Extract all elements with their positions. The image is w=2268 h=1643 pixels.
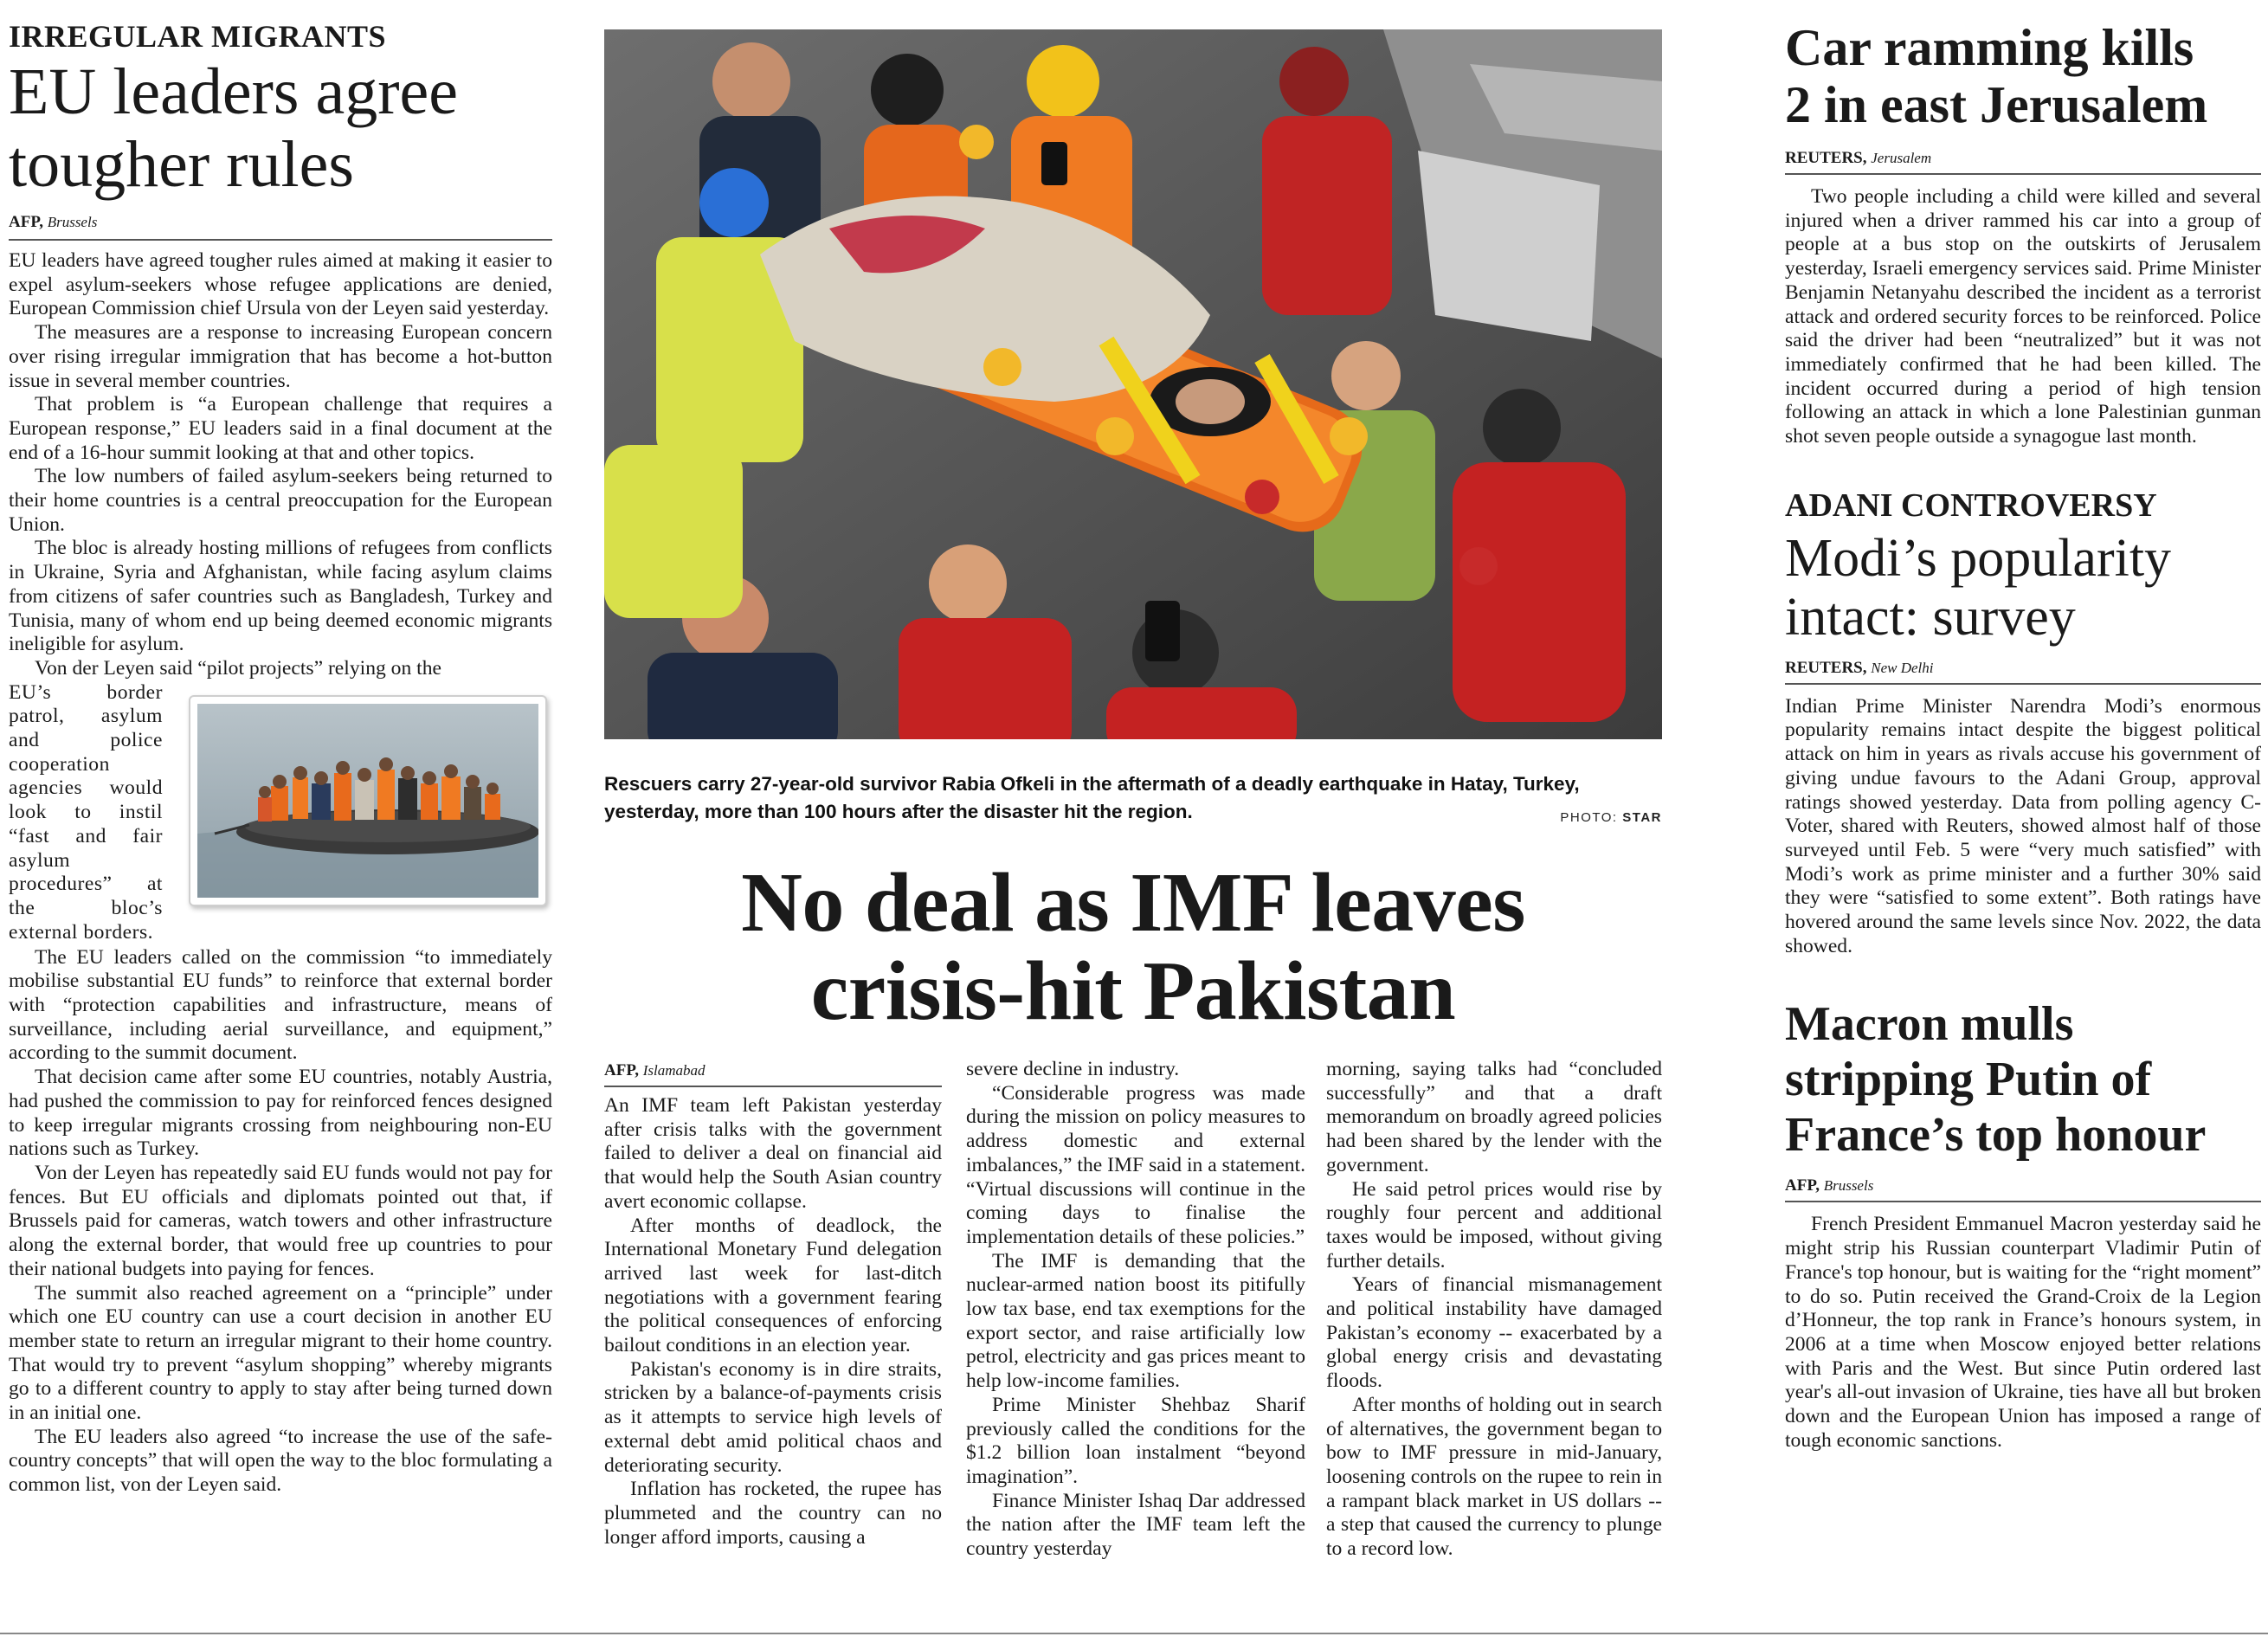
macron-byline-place: Brussels (1823, 1177, 1874, 1195)
modi-headline-line2: intact: survey (1785, 587, 2076, 647)
macron-body (1785, 1213, 2261, 1453)
modi-body (1785, 695, 2261, 959)
left-byline (9, 211, 552, 234)
center-paragraph: An IMF team left Pakistan yesterday after crisis talks with the government failed to deliver a deal on financial aid that would help the South Asian country avert economic collapse. (604, 1094, 942, 1213)
left-paragraph: Von der Leyen has repeatedly said EU funds would not pay for fences. But EU officials and diplomats pointed out that, if Brussels paid for cameras, watch towers and other infrastructure along the external border, that would free up countries to pour their national budgets into paying for fences. (9, 1161, 552, 1280)
macron-text: French President Emmanuel Macron yesterday said he might strip his Russian counterpart Vladimir Putin of France's top honour, but is waiting for the “right moment” to do so. Putin received the Grand-Croix de la Legion d’Honneur, the top rank in France’s honours system, in 2006 at a time when Moscow enjoyed better relations with Paris and the West. But since Putin ordered last year's all-out invasion of Ukraine, ties have all but broken down and the European Union has imposed a range of tough economic sanctions. (1785, 1213, 2261, 1452)
center-paragraph: After months of holding out in search of alternatives, the government began to bow to IMF pressure in mid-January, loosening controls on the rupee to rein in a rampant black market in US dollars -- a step that caused the currency to plunge to a record low. (1326, 1393, 1662, 1561)
left-kicker: IRREGULAR MIGRANTS (9, 19, 387, 54)
center-byline-place: Islamabad (642, 1062, 706, 1079)
macron-byline (1785, 1175, 2261, 1197)
modi-byline-agency: REUTERS, (1785, 658, 1867, 677)
center-col3 (1326, 1058, 1662, 1562)
left-byline-place: Brussels (47, 214, 98, 230)
photo-caption-block (604, 770, 1662, 826)
left-paragraph: The EU leaders called on the commission “to immediately mobilise substantial EU funds” to reinforce that external border with “protection capabilities and infrastructure, means of surveillance, including aerial surveillance, and equipment,” according to the summit document. (9, 945, 552, 1065)
center-paragraph: The IMF is demanding that the nuclear-armed nation boost its pitifully low tax base, end tax exemptions for the export sector, and raise artificially low petrol, electricity and gas prices meant to help low-income families. (966, 1249, 1305, 1393)
left-paragraph: The summit also reached agreement on a “principle” under which one EU country can use a court decision in another EU member state to return an irregular migrant to their home country. That would try to prevent “asylum shopping” whereby migrants go to a different country to apply to stay after being turned down in an initial one. (9, 1281, 552, 1425)
modi-text: Indian Prime Minister Narendra Modi’s enormous popularity remains intact despite the biggest political attack on him in years as rivals accuse his government of giving undue favours to the Adani Group, approval ratings showed yesterday. Data from polling agency C-Voter, shared with Reuters, showed almost half of those surveyed until Feb. 5 were “very much satisfied” with Modi’s work as prime minister and a further 30% said they were “satisfied to some extent”. Both ratings have hovered around the same levels since Nov. 2022, the data showed. (1785, 694, 2261, 957)
macron-headline-line2: stripping Putin of (1785, 1053, 2152, 1107)
jerusalem-byline-place: Jerusalem (1871, 150, 1932, 166)
modi-headline-line1: Modi’s popularity (1785, 528, 2172, 588)
left-paragraph: The bloc is already hosting millions of refugees from conflicts in Ukraine, Syria and Afghanistan, while facing asylum claims from citizens of safer countries such as Bangladesh, Turkey and Tunisia, many of whom end up being deemed economic migrants ineligible for asylum. (9, 537, 552, 656)
modi-byline (1785, 657, 2261, 680)
photo-credit-source: STAR (1622, 810, 1662, 825)
center-paragraph: After months of deadlock, the International Monetary Fund delegation arrived last week for last-ditch negotiations with a government fearing the political consequences of enforcing bailout conditions in an election year. (604, 1214, 942, 1357)
left-headline-line2: tougher rules (9, 128, 354, 201)
center-byline (604, 1060, 942, 1082)
center-rule (604, 1086, 942, 1087)
center-paragraph: morning, saying talks had “concluded successfully” and that a draft memorandum on broadly agreed policies had been shared by the lender with the government. (1326, 1058, 1662, 1176)
left-paragraph: That decision came after some EU countries, notably Austria, had pushed the commission to pay for reinforced fences designed to keep irregular migrants crossing from neighbouring non-EU nations such as Turkey. (9, 1066, 552, 1161)
story-modi (1785, 487, 2261, 959)
left-paragraph: That problem is “a European challenge that requires a European response,” EU leaders said in a final document at the end of a 16-hour summit looking at that and other topics. (9, 393, 552, 464)
jerusalem-text: Two people including a child were killed and several injured when a driver rammed his car into a group of people at a bus stop on the outskirts of Jerusalem yesterday, Israeli emergency services said. Prime Minister Benjamin Netanyahu described the incident as a terrorist attack and ordered security forces to be reinforced. Police said the driver had been “neutralized” but it was not immediately confirmed that he had been killed. The incident occurred during a period of high tension following an attack in which a lone Palestinian gunman shot seven people outside a synagogue last month. (1785, 185, 2261, 448)
migrants-boat-photo (189, 695, 547, 906)
left-paragraph: The measures are a response to increasing European concern over rising irregular immigration that has become a hot-button issue in several member countries. (9, 321, 552, 392)
center-paragraph: Prime Minister Shehbaz Sharif previously called the conditions for the $1.2 billion loan instalment “beyond imagination”. (966, 1393, 1305, 1488)
center-paragraph: Inflation has rocketed, the rupee has plummeted and the country can no longer afford imports, causing a (604, 1478, 942, 1549)
photo-credit-label: PHOTO: (1560, 810, 1618, 825)
left-paragraph: EU leaders have agreed tougher rules aimed at making it easier to expel asylum-seekers whose refugee applications are denied, European Commission chief Ursula von der Leyen said yesterday. (9, 249, 552, 320)
center-headline-line2: crisis-hit Pakistan (810, 944, 1456, 1038)
center-headline-line1: No deal as IMF leaves (741, 856, 1525, 950)
jerusalem-headline-line1: Car ramming kills (1785, 19, 2194, 76)
macron-headline-line1: Macron mulls (1785, 997, 2074, 1052)
left-rule (9, 239, 552, 241)
center-paragraph: “Considerable progress was made during the mission on policy measures to address domestic and external imbalances,” the IMF said in a statement. “Virtual discussions will continue in the coming days to finalise the implementation details of these policies.” (966, 1081, 1305, 1248)
center-paragraph: Finance Minister Ishaq Dar addressed the nation after the IMF team left the country yesterday (966, 1489, 1305, 1561)
center-paragraph: Years of financial mismanagement and political instability have damaged Pakistan’s economy -- exacerbated by a global energy crisis and devastating floods. (1326, 1273, 1662, 1393)
macron-headline (1785, 996, 2261, 1163)
photo-credit (1560, 810, 1662, 825)
macron-byline-agency: AFP, (1785, 1176, 1820, 1195)
left-paragraph: Von der Leyen said “pilot projects” relying on the (35, 656, 441, 680)
center-headline (604, 856, 1662, 1038)
left-headline (9, 55, 552, 201)
story-jerusalem (1785, 19, 2261, 449)
modi-headline (1785, 529, 2261, 647)
macron-headline-line3: France’s top honour (1785, 1108, 2207, 1163)
center-col2 (966, 1058, 1305, 1562)
photo-caption: Rescuers carry 27-year-old survivor Rabia Ofkeli in the aftermath of a deadly earthquake in Hatay, Turkey, yesterday, more than 100 hours after the disaster hit the region. (604, 773, 1580, 822)
left-paragraph-wrap: EU’s border patrol, asylum and police cooperation agencies would look to instil “fast and fair asylum procedures” at the bloc’s external borders. (9, 680, 163, 944)
jerusalem-body (1785, 185, 2261, 449)
center-paragraph: severe decline in industry. (966, 1058, 1180, 1080)
left-byline-agency: AFP, (9, 213, 43, 231)
modi-kicker: ADANI CONTROVERSY (1785, 486, 2157, 524)
jerusalem-byline-agency: REUTERS, (1785, 149, 1867, 167)
right-column (1785, 19, 2261, 1453)
left-story (9, 19, 552, 1498)
center-paragraph: He said petrol prices would rise by roughly four percent and additional taxes would be imposed, without giving further details. (1326, 1177, 1662, 1273)
left-headline-line1: EU leaders agree (9, 55, 459, 128)
left-body (9, 249, 552, 1498)
jerusalem-headline (1785, 19, 2261, 133)
left-paragraph: The low numbers of failed asylum-seekers being returned to their home countries is a central preoccupation for the European Union. (9, 465, 552, 536)
page-bottom-rule (0, 1633, 2268, 1634)
center-paragraph: Pakistan's economy is in dire straits, stricken by a balance-of-payments crisis as it attempts to service high levels of external debt amid political chaos and deteriorating security. (604, 1357, 942, 1477)
center-col1 (604, 1094, 942, 1550)
jerusalem-byline (1785, 147, 2261, 170)
modi-byline-place: New Delhi (1871, 659, 1934, 676)
jerusalem-headline-line2: 2 in east Jerusalem (1785, 76, 2208, 133)
macron-rule (1785, 1201, 2261, 1202)
earthquake-photo (604, 29, 1662, 739)
left-paragraph: The EU leaders also agreed “to increase the use of the safe-country concepts” that will open the way to the bloc formulating a common list, von der Leyen said. (9, 1425, 552, 1497)
jerusalem-rule (1785, 173, 2261, 175)
modi-rule (1785, 683, 2261, 685)
center-byline-agency: AFP, (604, 1061, 639, 1079)
story-macron (1785, 996, 2261, 1453)
